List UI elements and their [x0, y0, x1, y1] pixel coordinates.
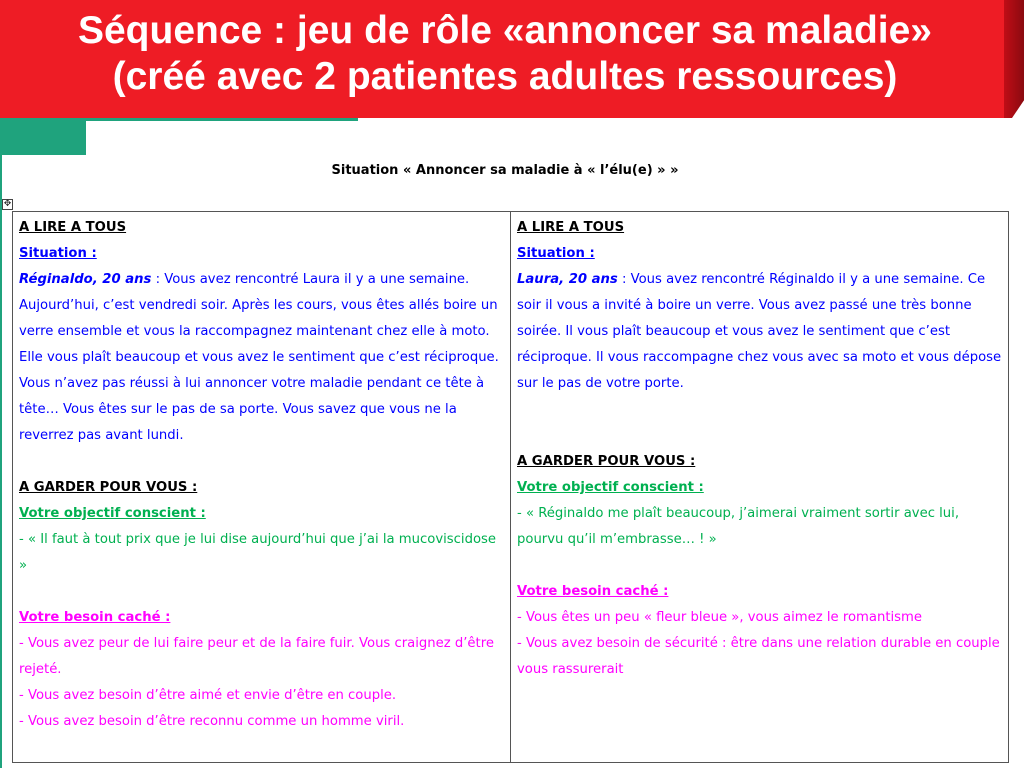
need-line: - Vous avez peur de lui faire peur et de la faire fuir. Vous craignez d’être rejeté.	[19, 636, 494, 677]
situation-label: Situation :	[517, 246, 595, 261]
accent-block	[0, 118, 86, 155]
banner-shadow	[1004, 0, 1024, 118]
accent-line	[86, 118, 358, 121]
situation-intro: Réginaldo, 20 ans	[19, 272, 152, 287]
keep-heading: A GARDER POUR VOUS :	[19, 480, 198, 495]
situation-intro: Laura, 20 ans	[517, 272, 618, 287]
role-card-right	[511, 212, 1009, 763]
need-line: - Vous êtes un peu « fleur bleue », vous aimez le romantisme	[517, 610, 922, 625]
title-line-2: (créé avec 2 patientes adultes ressources)	[112, 55, 898, 98]
situation-paragraph	[517, 267, 1002, 397]
title-line-1: Séquence : jeu de rôle «annoncer sa maladie»	[77, 9, 932, 52]
roles-table	[12, 211, 1009, 763]
objective-label: Votre objectif conscient :	[19, 506, 206, 521]
read-all-heading: A LIRE A TOUS	[517, 220, 625, 235]
objective-text: - « Il faut à tout prix que je lui dise aujourd’hui que j’ai la mucoviscidose »	[19, 532, 496, 573]
objective-label: Votre objectif conscient :	[517, 480, 704, 495]
situation-text: : Vous avez rencontré Laura il y a une semaine. Aujourd’hui, c’est vendredi soir. Après les cours, vous êtes allés boire un verre ensemble et vous la raccompagnez maintenant chez elle à moto. Elle vous plaît beaucoup et vous avez le sentiment que c’est réciproque. Vous n’avez pas réussi à lui annoncer votre maladie pendant ce tête à tête… Vous êtes sur le pas de sa porte. Vous savez que vous ne la reverrez pas avant lundi.	[19, 272, 499, 443]
accent-edge	[0, 155, 2, 768]
objective-text: - « Réginaldo me plaît beaucoup, j’aimerai vraiment sortir avec lui, pourvu qu’il m’embrasse… ! »	[517, 506, 960, 547]
role-card-left	[13, 212, 511, 763]
need-line: - Vous avez besoin de sécurité : être dans une relation durable en couple vous rassurerait	[517, 636, 1000, 677]
table-move-icon[interactable]: ✥	[3, 199, 12, 209]
keep-heading: A GARDER POUR VOUS :	[517, 454, 696, 469]
title-banner	[0, 0, 1010, 118]
situation-label: Situation :	[19, 246, 97, 261]
need-line: - Vous avez besoin d’être aimé et envie d’être en couple.	[19, 688, 397, 703]
situation-paragraph	[19, 267, 504, 449]
read-all-heading: A LIRE A TOUS	[19, 220, 127, 235]
need-label: Votre besoin caché :	[517, 584, 669, 599]
need-line: - Vous avez besoin d’être reconnu comme un homme viril.	[19, 714, 405, 729]
document-title: Situation « Annoncer sa maladie à « l’élu(e) » »	[331, 163, 679, 178]
need-label: Votre besoin caché :	[19, 610, 171, 625]
situation-text: : Vous avez rencontré Réginaldo il y a une semaine. Ce soir il vous a invité à boire un verre. Vous avez passé une très bonne soirée. Il vous plaît beaucoup et vous avez le sentiment que c’est réciproque. Il vous raccompagne chez vous avec sa moto et vous dépose sur le pas de votre porte.	[517, 272, 1002, 391]
